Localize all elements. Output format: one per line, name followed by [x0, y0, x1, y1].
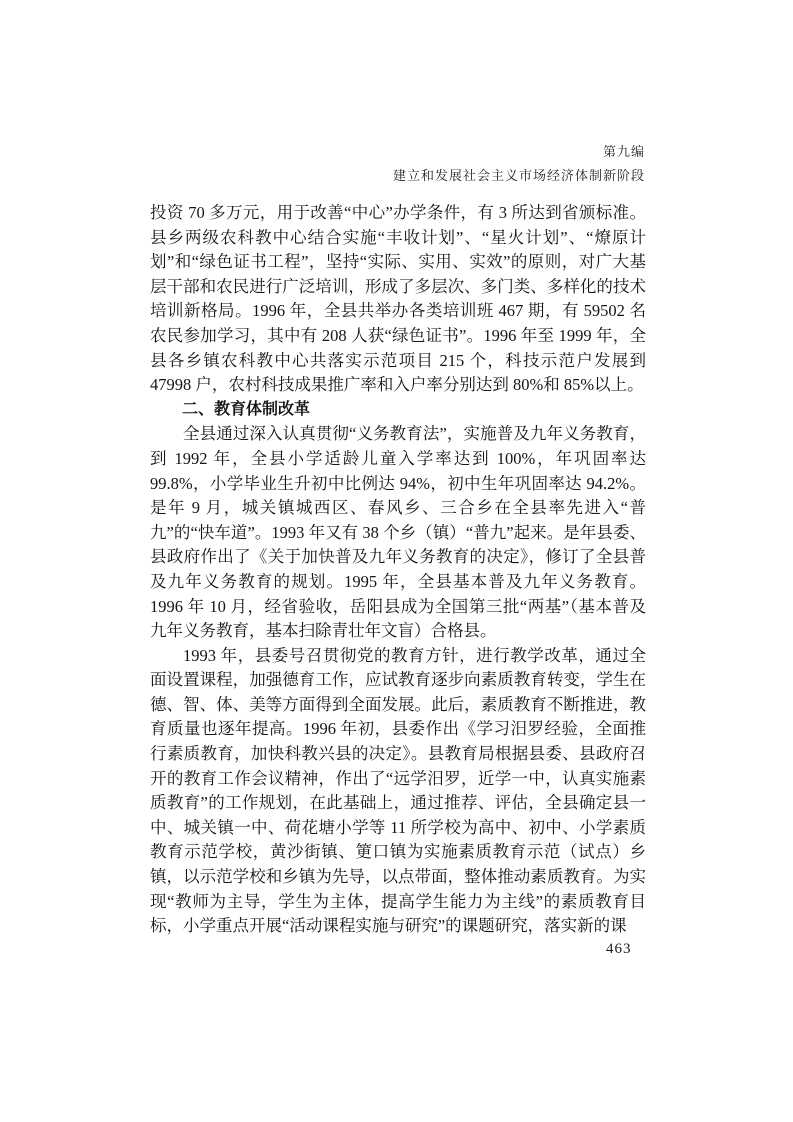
body-text	[150, 201, 646, 939]
running-header	[393, 140, 645, 188]
paragraph: 投资 70 多万元，用于改善“中心”办学条件，有 3 所达到省颁标准。县乡两级农科教中心结合实施“丰收计划”、“星火计划”、“燎原计划”和“绿色证书工程”，坚持“实际、实用、实效”的原则，对广大基层干部和农民进行广泛培训，形成了多层次、多门类、多样化的技术培训新格局。1996 年，全县共举办各类培训班 467 期，有 59502 名农民参加学习，其中有 208 人获“绿色证书”。1996 年至 1999 年，全县各乡镇农科教中心共落实示范项目 215 个，科技示范户发展到 47998 户，农村科技成果推广率和入户率分别达到 80%和 85%以上。	[150, 203, 646, 395]
header-chapter-title: 建立和发展社会主义市场经济体制新阶段	[392, 168, 645, 183]
paragraph: 1993 年，县委号召贯彻党的教育方针，进行教学改革，通过全面设置课程，加强德育工作，应试教育逐步向素质教育转变，学生在德、智、体、美等方面得到全面发展。此后，素质教育不断推进，教育质量也逐年提高。1996 年初，县委作出《学习汨罗经验，全面推行素质教育，加快科教兴县的决定》。县教育局根据县委、县政府召开的教育工作会议精神，作出了“远学汨罗，近学一中，认真实施素质教育”的工作规划，在此基础上，通过推荐、评估，全县确定县一中、城关镇一中、荷花塘小学等 11 所学校为高中、初中、小学素质教育示范学校，黄沙街镇、筻口镇为实施素质教育示范（试点）乡镇，以示范学校和乡镇为先导，以点带面，整体推动素质教育。为实现“教师为主导，学生为主体，提高学生能力为主线”的素质教育目标，小学重点开展“活动课程实施与研究”的课题研究，落实新的课	[150, 645, 646, 936]
paragraph: 全县通过深入认真贯彻“义务教育法”，实施普及九年义务教育，到 1992 年，全县小学适龄儿童入学率达到 100%，年巩固率达 99.8%，小学毕业生升初中比例达 94%，初中生年巩固率达 94.2%。是年 9 月，城关镇城西区、春风乡、三合乡在全县率先进入“普九”的“快车道”。1993 年又有 38 个乡（镇）“普九”起来。是年县委、县政府作出了《关于加快普及九年义务教育的决定》，修订了全县普及九年义务教育的规划。1995 年，全县基本普及九年义务教育。1996 年 10 月，经省验收，岳阳县成为全国第三批“两基”（基本普及九年义务教育，基本扫除青壮年文盲）合格县。	[150, 424, 646, 641]
page-number: 463	[606, 941, 632, 957]
header-section-title: 第九编	[602, 144, 645, 159]
section-heading: 二、教育体制改革	[182, 400, 311, 418]
